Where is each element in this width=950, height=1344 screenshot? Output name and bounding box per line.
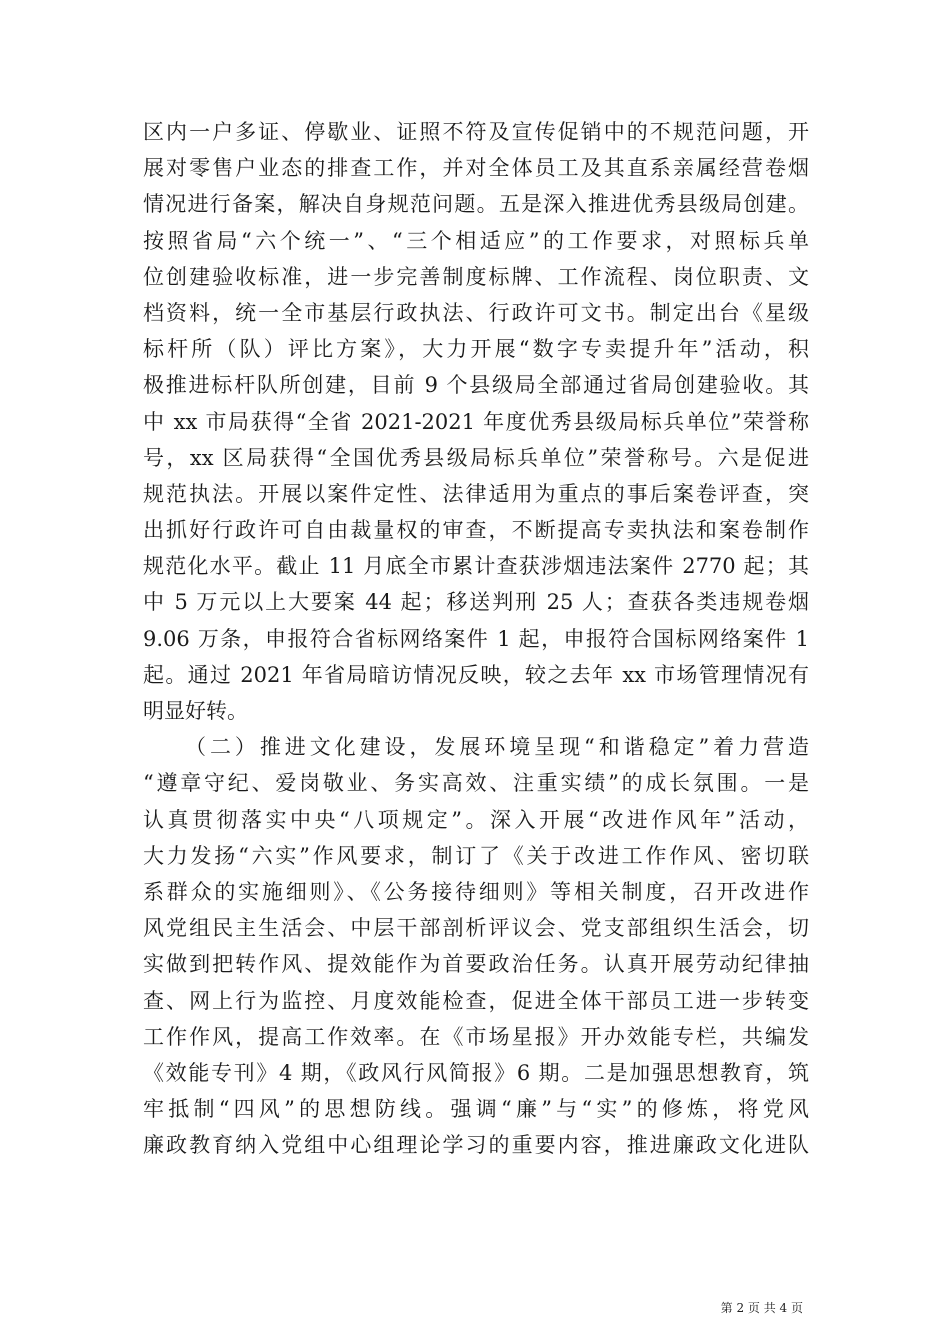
text-line: 认真贯彻落实中央“八项规定”。深入开展“改进作风年”活动，: [143, 807, 809, 832]
text-line: 出抓好行政许可自由裁量权的审查，不断提高专卖执法和案卷制作: [143, 518, 809, 543]
text-line: 按照省局“六个统一”、“三个相适应”的工作要求，对照标兵单: [143, 228, 809, 253]
text-line: 位创建验收标准，进一步完善制度标牌、工作流程、岗位职责、文: [143, 264, 809, 289]
text-line: 《效能专刊》4 期，《政风行风简报》6 期。二是加强思想教育，筑: [143, 1060, 809, 1085]
text-line: 9.06 万条，申报符合省标网络案件 1 起，申报符合国标网络案件 1: [143, 626, 809, 651]
text-line: 号，xx 区局获得“全国优秀县级局标兵单位”荣誉称号。六是促进: [143, 445, 809, 470]
body-text: [143, 114, 809, 1163]
text-line: 廉政教育纳入党组中心组理论学习的重要内容，推进廉政文化进队: [143, 1133, 809, 1158]
section-heading-line: （二）推进文化建设，发展环境呈现“和谐稳定”着力营造: [185, 735, 809, 760]
text-line: 展对零售户业态的排查工作，并对全体员工及其直系亲属经营卷烟: [143, 156, 809, 181]
text-line: 大力发扬“六实”作风要求，制订了《关于改进工作作风、密切联: [143, 843, 809, 868]
text-line: 工作作风，提高工作效率。在《市场星报》开办效能专栏，共编发: [143, 1024, 809, 1049]
text-line: 规范化水平。截止 11 月底全市累计查获涉烟违法案件 2770 起；其: [143, 554, 809, 579]
text-line: 极推进标杆队所创建，目前 9 个县级局全部通过省局创建验收。其: [143, 373, 809, 398]
page-number-footer: 第 2 页 共 4 页: [720, 1301, 803, 1315]
text-line: 情况进行备案，解决自身规范问题。五是深入推进优秀县级局创建。: [143, 192, 809, 217]
text-line: 中 5 万元以上大要案 44 起；移送判刑 25 人；查获各类违规卷烟: [143, 590, 809, 615]
text-line: 系群众的实施细则》、《公务接待细则》等相关制度，召开改进作: [143, 879, 809, 904]
paragraph-end-line: 明显好转。: [143, 699, 248, 723]
text-line: 实做到把转作风、提效能作为首要政治任务。认真开展劳动纪律抽: [143, 952, 809, 977]
text-line: 起。通过 2021 年省局暗访情况反映，较之去年 xx 市场管理情况有: [143, 662, 809, 687]
text-line: 牢抵制“四风”的思想防线。强调“廉”与“实”的修炼，将党风: [143, 1097, 809, 1122]
text-line: 规范执法。开展以案件定性、法律适用为重点的事后案卷评查，突: [143, 481, 809, 506]
text-line: 查、网上行为监控、月度效能检查，促进全体干部员工进一步转变: [143, 988, 809, 1013]
text-line: 档资料，统一全市基层行政执法、行政许可文书。制定出台《星级: [143, 300, 809, 325]
text-line: 中 xx 市局获得“全省 2021-2021 年度优秀县级局标兵单位”荣誉称: [143, 409, 809, 434]
text-line: 区内一户多证、停歇业、证照不符及宣传促销中的不规范问题，开: [143, 120, 809, 144]
text-line: 风党组民主生活会、中层干部剖析评议会、党支部组织生活会，切: [143, 916, 809, 941]
text-line: “遵章守纪、爱岗敬业、务实高效、注重实绩”的成长氛围。一是: [143, 771, 809, 796]
text-line: 标杆所（队）评比方案》，大力开展“数字专卖提升年”活动，积: [143, 337, 809, 362]
